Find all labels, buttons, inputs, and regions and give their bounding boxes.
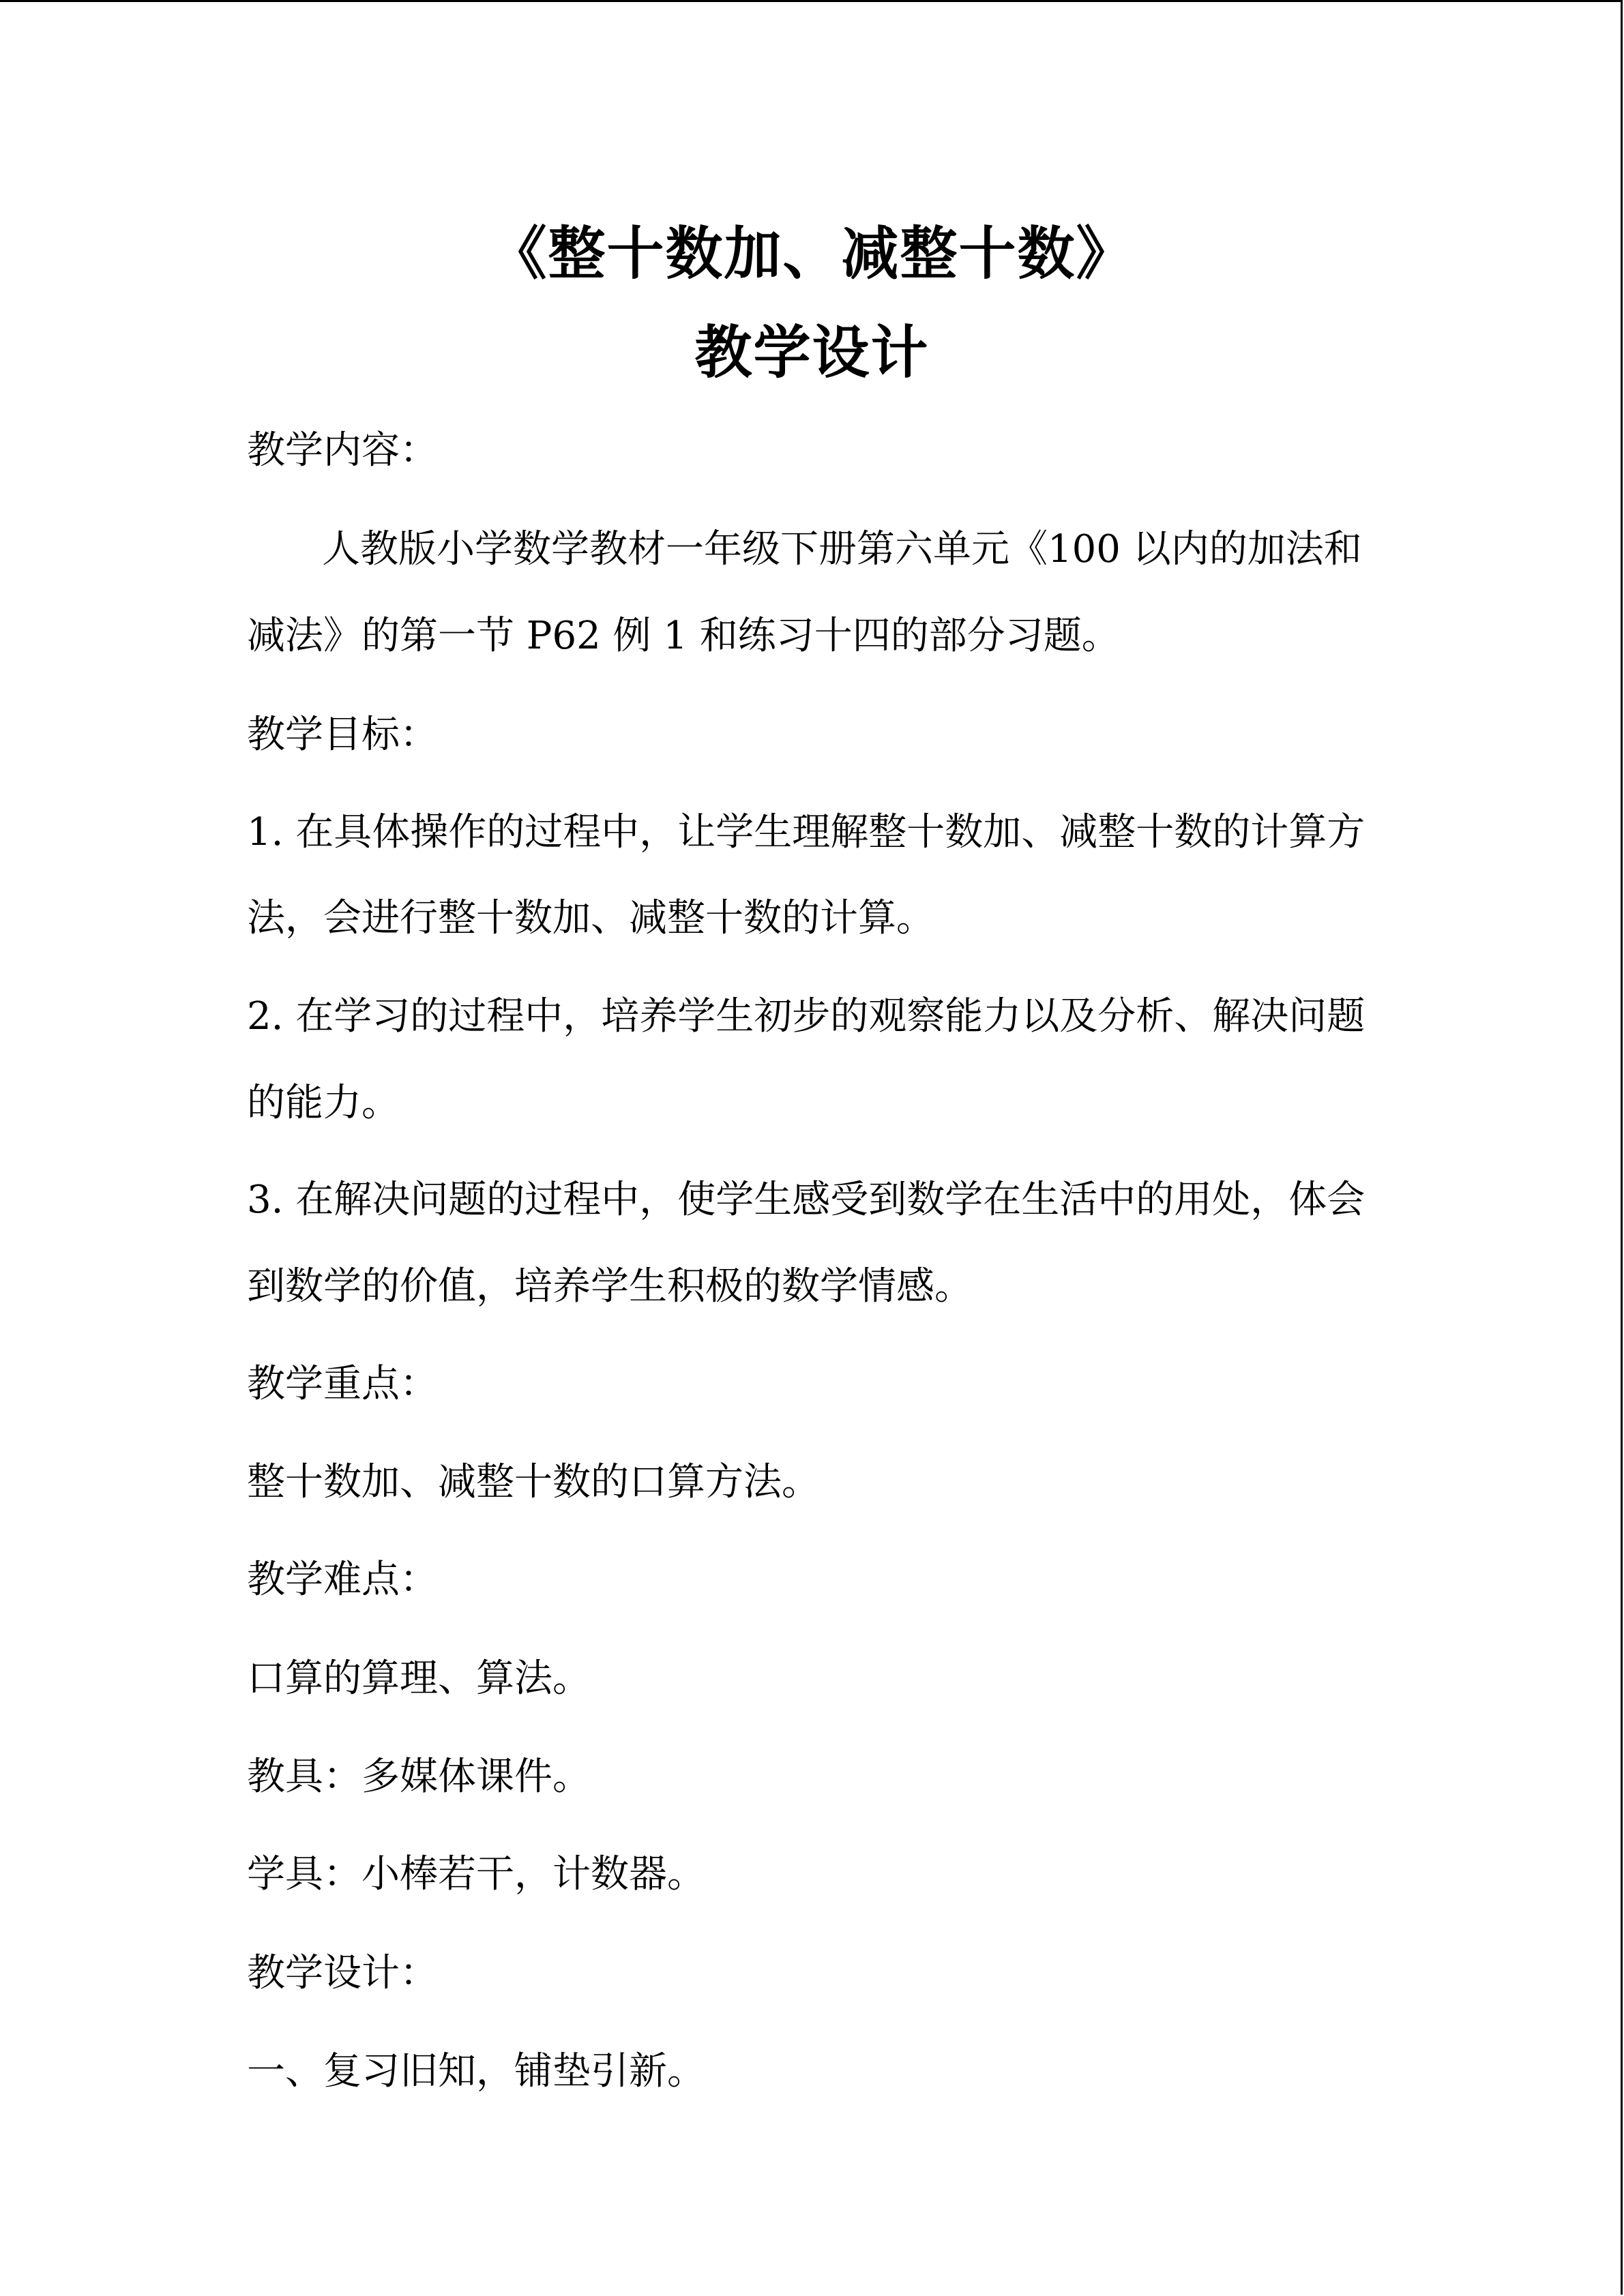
document-title: 《整十数加、减整十数》 — [489, 220, 1135, 287]
objective-1-line: 1. 在具体操作的过程中，让学生理解整十数加、减整十数的计算方 — [247, 810, 1365, 854]
objective-2-line: 2. 在学习的过程中，培养学生初步的观察能力以及分析、解决问题 — [247, 994, 1365, 1039]
design-step-1: 一、复习旧知，铺垫引新。 — [247, 2049, 705, 2093]
objective-1-line: 法，会进行整十数加、减整十数的计算。 — [247, 896, 934, 940]
paragraph-line: 人教版小学数学教材一年级下册第六单元《100 以内的加法和 — [322, 527, 1362, 571]
objective-3-line: 到数学的价值，培养学生积极的数学情感。 — [247, 1264, 973, 1309]
objective-2-line: 的能力。 — [247, 1081, 400, 1125]
key-points-text: 整十数加、减整十数的口算方法。 — [247, 1460, 820, 1504]
section-heading-design: 教学设计： — [247, 1951, 438, 1995]
difficulties-text: 口算的算理、算法。 — [247, 1656, 591, 1701]
objective-3-line: 3. 在解决问题的过程中，使学生感受到数学在生活中的用处，体会 — [247, 1178, 1365, 1222]
student-aids-text: 学具：小棒若干，计数器。 — [247, 1852, 705, 1896]
teaching-aids-text: 教具：多媒体课件。 — [247, 1755, 591, 1799]
section-heading-key-points: 教学重点： — [247, 1362, 438, 1406]
section-heading-difficulties: 教学难点： — [247, 1557, 438, 1602]
paragraph-line: 减法》的第一节 P62 例 1 和练习十四的部分习题。 — [247, 614, 1120, 658]
section-heading-content: 教学内容： — [247, 428, 438, 473]
section-heading-objectives: 教学目标： — [247, 713, 438, 757]
document-subtitle: 教学设计 — [694, 318, 930, 386]
